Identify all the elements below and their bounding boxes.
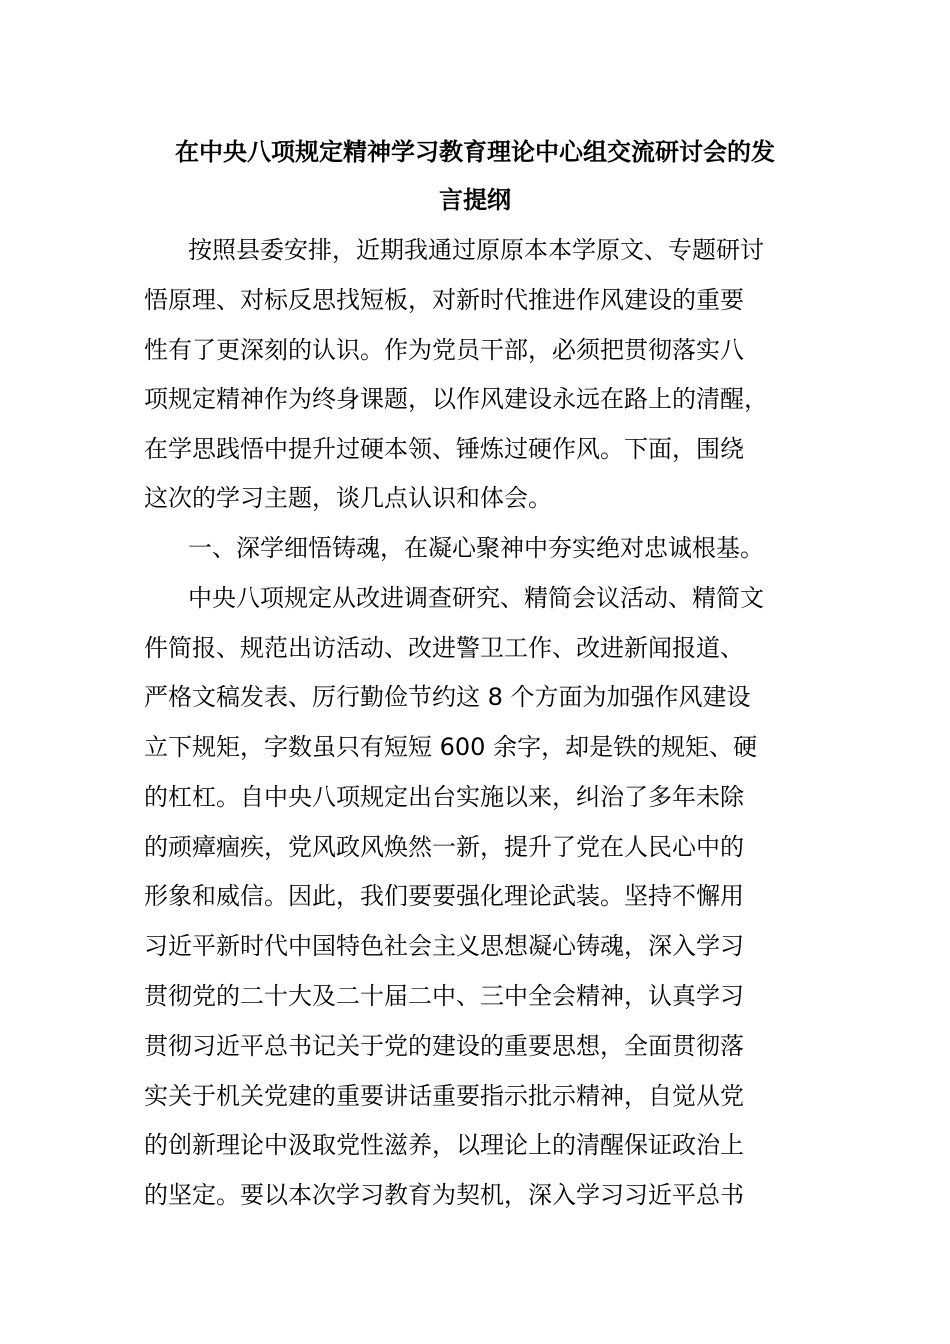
- document-title-line-1: 在中央八项规定精神学习教育理论中心组交流研讨会的发: [175, 138, 775, 166]
- paragraph-line-13: 形象和威信。因此，我们要要强化理论武装。坚持不懈用: [144, 882, 744, 910]
- section-heading-1: 一、深学细悟铸魂，在凝心聚神中夯实绝对忠诚根基。: [188, 534, 764, 562]
- paragraph-line-12: 的顽瘴痼疾，党风政风焕然一新，提升了党在人民心中的: [144, 833, 744, 861]
- paragraph-line-10: 立下规矩，字数虽只有短短 600 余字，却是铁的规矩、硬: [144, 733, 758, 761]
- paragraph-line-16: 贯彻习近平总书记关于党的建设的重要思想，全面贯彻落: [144, 1032, 744, 1060]
- paragraph-line-7: 中央八项规定从改进调查研究、精简会议活动、精简文: [188, 584, 764, 612]
- paragraph-line-6: 这次的学习主题，谈几点认识和体会。: [144, 484, 552, 512]
- paragraph-line-9: 严格文稿发表、厉行勤俭节约这 8 个方面为加强作风建设: [144, 683, 751, 711]
- paragraph-line-3: 性有了更深刻的认识。作为党员干部，必须把贯彻落实八: [144, 336, 744, 364]
- paragraph-line-4: 项规定精神作为终身课题，以作风建设永远在路上的清醒，: [144, 385, 768, 413]
- paragraph-line-11: 的杠杠。自中央八项规定出台实施以来，纠治了多年未除: [144, 783, 744, 811]
- paragraph-line-18: 的创新理论中汲取党性滋养，以理论上的清醒保证政治上: [144, 1131, 744, 1159]
- paragraph-line-5: 在学思践悟中提升过硬本领、锤炼过硬作风。下面，围绕: [144, 435, 744, 463]
- paragraph-line-8: 件简报、规范出访活动、改进警卫工作、改进新闻报道、: [144, 634, 744, 662]
- paragraph-line-19: 的坚定。要以本次学习教育为契机，深入学习习近平总书: [144, 1181, 744, 1209]
- paragraph-line-15: 贯彻党的二十大及二十届二中、三中全会精神，认真学习: [144, 982, 744, 1010]
- document-title-line-2: 言提纲: [439, 186, 511, 214]
- paragraph-line-1: 按照县委安排，近期我通过原原本本学原文、专题研讨: [188, 236, 764, 264]
- paragraph-line-2: 悟原理、对标反思找短板，对新时代推进作风建设的重要: [144, 286, 744, 314]
- paragraph-line-14: 习近平新时代中国特色社会主义思想凝心铸魂，深入学习: [144, 932, 744, 960]
- paragraph-line-17: 实关于机关党建的重要讲话重要指示批示精神，自觉从党: [144, 1082, 744, 1110]
